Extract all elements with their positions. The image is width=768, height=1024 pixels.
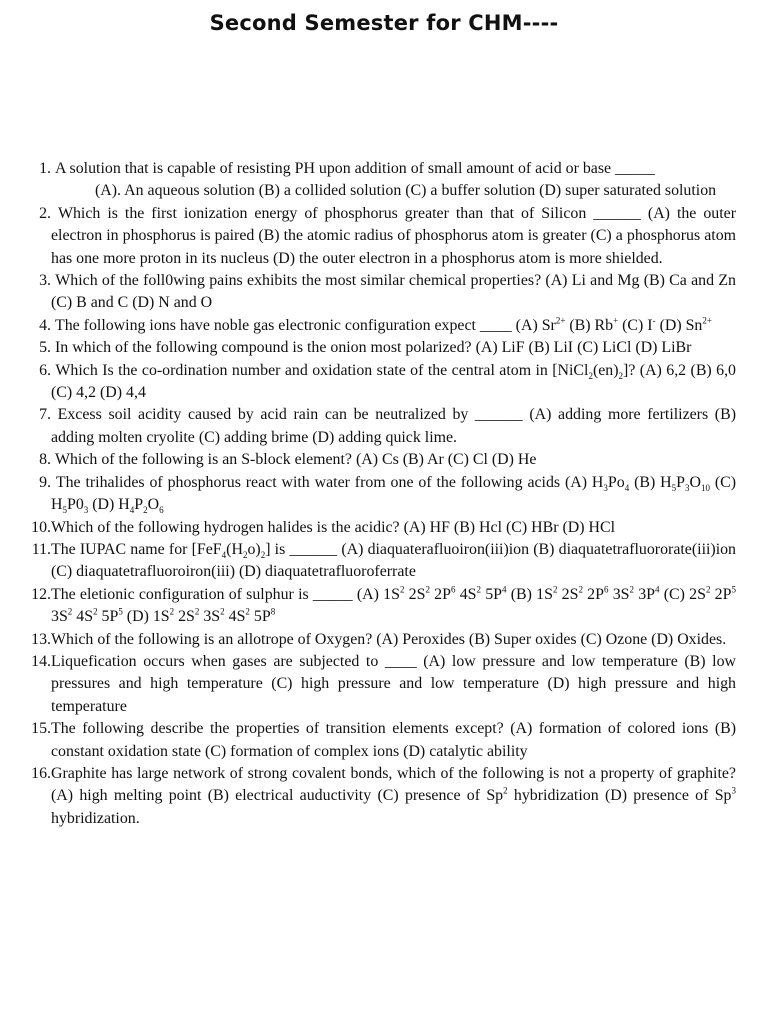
question-13 [24,629,736,651]
question-text-fragment: (C) H [51,473,736,514]
question-text-fragment: 2S [404,585,426,603]
superscript: + [613,315,619,326]
superscript: 6 [603,584,609,595]
superscript: 5 [118,606,123,617]
question-number: 8. [39,451,51,469]
question-text: Excess soil acidity caused by acid rain can be neutralized by ______ (A) adding more fertilizers (B) adding molten cryolite (C) adding brime (D) adding quick lime. [51,406,736,446]
superscript: 2 [194,606,200,617]
subscript: 2 [618,370,624,381]
subscript: 2 [588,370,593,381]
question-text-fragment: P [134,496,144,514]
question-text: Which of the following hydrogen halides is the acidic? (A) HF (B) Hcl (C) HBr (D) HCl [51,518,615,536]
question-text-fragment: (C) I [618,316,653,334]
question-8 [24,449,736,471]
question-number: 9. [39,473,51,491]
question-text-fragment: 2S [174,608,195,626]
subscript: 2 [143,505,148,516]
question-6 [24,360,736,405]
question-text-fragment: (D) H [88,496,130,514]
question-text-fragment: 3S [608,585,630,603]
question-text: The following ions have noble gas electronic configuration expect ____ (A) Sr [54,316,556,334]
question-text: A solution that is capable of resisting PH upon addition of small amount of acid or base _____ [54,160,655,177]
question-text-fragment: 5P [480,585,502,603]
superscript: 8 [270,606,276,617]
question-text-fragment: o) [247,540,261,558]
subscript: 4 [624,482,630,493]
superscript: 2 [399,584,405,595]
subscript: 6 [159,505,164,516]
question-text-fragment: (B) H [629,473,672,491]
superscript: 4 [502,584,507,595]
subscript: 3 [83,505,89,516]
question-number: 11. [31,540,51,558]
subscript: 2 [260,550,266,561]
question-2 [24,203,736,270]
subscript: 2 [242,550,248,561]
question-text-fragment: (C) 2S [659,585,706,603]
question-number: 3. [39,272,51,290]
subscript: 3 [603,482,608,493]
question-text: The IUPAC name for [FeF [51,540,222,558]
question-text-fragment: O [689,473,701,491]
question-number: 14. [31,652,51,670]
superscript: 2 [705,584,711,595]
subscript: 5 [62,505,67,516]
question-number: 6. [39,361,51,379]
question-text: The eletionic configuration of sulphur is _____ (A) 1S [51,585,400,603]
question-text-fragment: Po [607,473,625,491]
question-number: 12. [31,585,51,603]
question-9 [24,472,736,517]
question-number: 4. [39,316,51,334]
superscript: 2 [67,606,73,617]
question-text-fragment: P [676,473,685,491]
superscript: 5 [731,584,736,595]
question-text-fragment: 5P [249,608,271,626]
question-text: The trihalides of phosphorus react with water from one of the following acids (A) H [55,473,604,491]
subscript: 10 [700,482,710,493]
question-number: 7. [39,406,51,424]
question-text-fragment: (H [226,540,243,558]
question-10 [24,517,736,539]
page-title: Second Semester for CHM---- [209,11,559,35]
question-1 [24,158,736,203]
question-text-cont: (A). An aqueous solution (B) a collided solution (C) a buffer solution (D) super saturated solution [95,182,717,200]
question-15 [24,718,736,763]
superscript: 2 [93,606,98,617]
superscript: 6 [450,584,456,595]
superscript: 2+ [702,315,712,326]
superscript: 2 [503,786,508,797]
question-text-fragment: 2P [429,585,451,603]
question-3 [24,270,736,315]
question-text-fragment: (B) 1S [506,585,553,603]
question-text-fragment: ]? (A) 6,2 (B) 6,0 (C) 4,2 (D) 4,4 [51,361,736,402]
superscript: 2 [552,584,558,595]
question-12 [24,584,736,629]
superscript: 4 [655,584,660,595]
question-text-fragment: (en) [592,361,619,379]
superscript: 2 [629,584,634,595]
question-text-fragment: hybridization (D) presence of Sp [507,787,732,805]
superscript: 2+ [555,315,566,326]
question-text: Liquefication occurs when gases are subjected to ____ (A) low pressure and low temperature (B) low pressures and high temperature (C) high pressure and low temperature (D) high pressure and high temperature [51,652,736,715]
question-number: 5. [39,339,51,357]
question-text-fragment: 2P [582,585,604,603]
question-text: The following describe the properties of transition elements except? (A) formation of colored ions (B) constant oxidation state (C) formation of complex ions (D) catalytic ability [51,720,736,760]
question-text-fragment: 2S [557,585,579,603]
superscript: 2 [220,606,225,617]
question-text-fragment: P0 [66,496,84,514]
question-number: 2. [39,204,51,222]
question-text: Which of the following is an allotrope of Oxygen? (A) Peroxides (B) Super oxides (C) Ozone (D) Oxides. [51,630,727,648]
question-text: Which of the foll0wing pains exhibits the most similar chemical properties? (A) Li and Mg (B) Ca and Zn (C) B and C (D) N and O [51,272,736,312]
question-5 [24,337,736,359]
question-text-fragment: 3S [199,608,221,626]
question-text-fragment: hybridization. [51,809,140,827]
question-number: 16. [31,764,51,782]
question-11 [24,539,736,584]
superscript: 2 [425,584,430,595]
question-text-fragment: ] is ______ (A) diaquaterafluoiron(iii)ion (B) diaquatetrafluororate(iii)ion (C) diaquatetrafluoroiron(iii) (D) diaquatetrafluoroferrate [51,540,736,581]
question-text-fragment: 4S [72,608,94,626]
question-text-fragment: 3S [51,608,68,626]
question-text: Which Is the co-ordination number and oxidation state of the central atom in [NiCl [55,361,589,379]
superscript: - [652,315,656,326]
question-text-fragment: (D) Sn [655,316,703,334]
superscript: 2 [578,584,583,595]
superscript: 2 [169,606,175,617]
question-16 [24,763,736,830]
question-text-fragment: 4S [455,585,477,603]
question-text-fragment: 2P [710,585,732,603]
question-text: Which of the following is an S-block element? (A) Cs (B) Ar (C) Cl (D) He [54,451,537,469]
question-text-fragment: 3P [633,585,655,603]
subscript: 5 [671,482,677,493]
superscript: 2 [476,584,481,595]
question-text: Graphite has large network of strong covalent bonds, which of the following is not a property of graphite? (A) high melting point (B) electrical auductivity (C) presence of Sp [51,764,736,805]
question-number: 15. [31,720,51,738]
question-7 [24,404,736,449]
question-text: Which is the first ionization energy of phosphorus greater than that of Silicon ______ (A) the outer electron in phosphorus is paired (B) the atomic radius of phosphorus atom is greater (C) a phosphorus atom has one more proton in its nucleus (D) the outer electron in a phosphorus atom is more shielded. [51,204,736,267]
subscript: 4 [129,505,135,516]
question-number: 13. [31,630,51,648]
question-text-fragment: O [147,496,160,514]
question-text-fragment: 4S [224,608,246,626]
superscript: 3 [731,786,736,797]
subscript: 3 [684,482,690,493]
question-number: 1. [39,160,51,177]
question-text-fragment: (D) 1S [122,608,170,626]
question-list [24,158,736,830]
question-text-fragment: (B) Rb [565,316,614,334]
subscript: 4 [221,550,227,561]
question-text: In which of the following compound is the onion most polarized? (A) LiF (B) LiI (C) LiCl (D) LiBr [54,339,692,357]
superscript: 2 [245,606,250,617]
question-14 [24,651,736,718]
question-text-fragment: 5P [97,608,119,626]
question-number: 10. [31,518,51,536]
question-4 [24,315,736,337]
